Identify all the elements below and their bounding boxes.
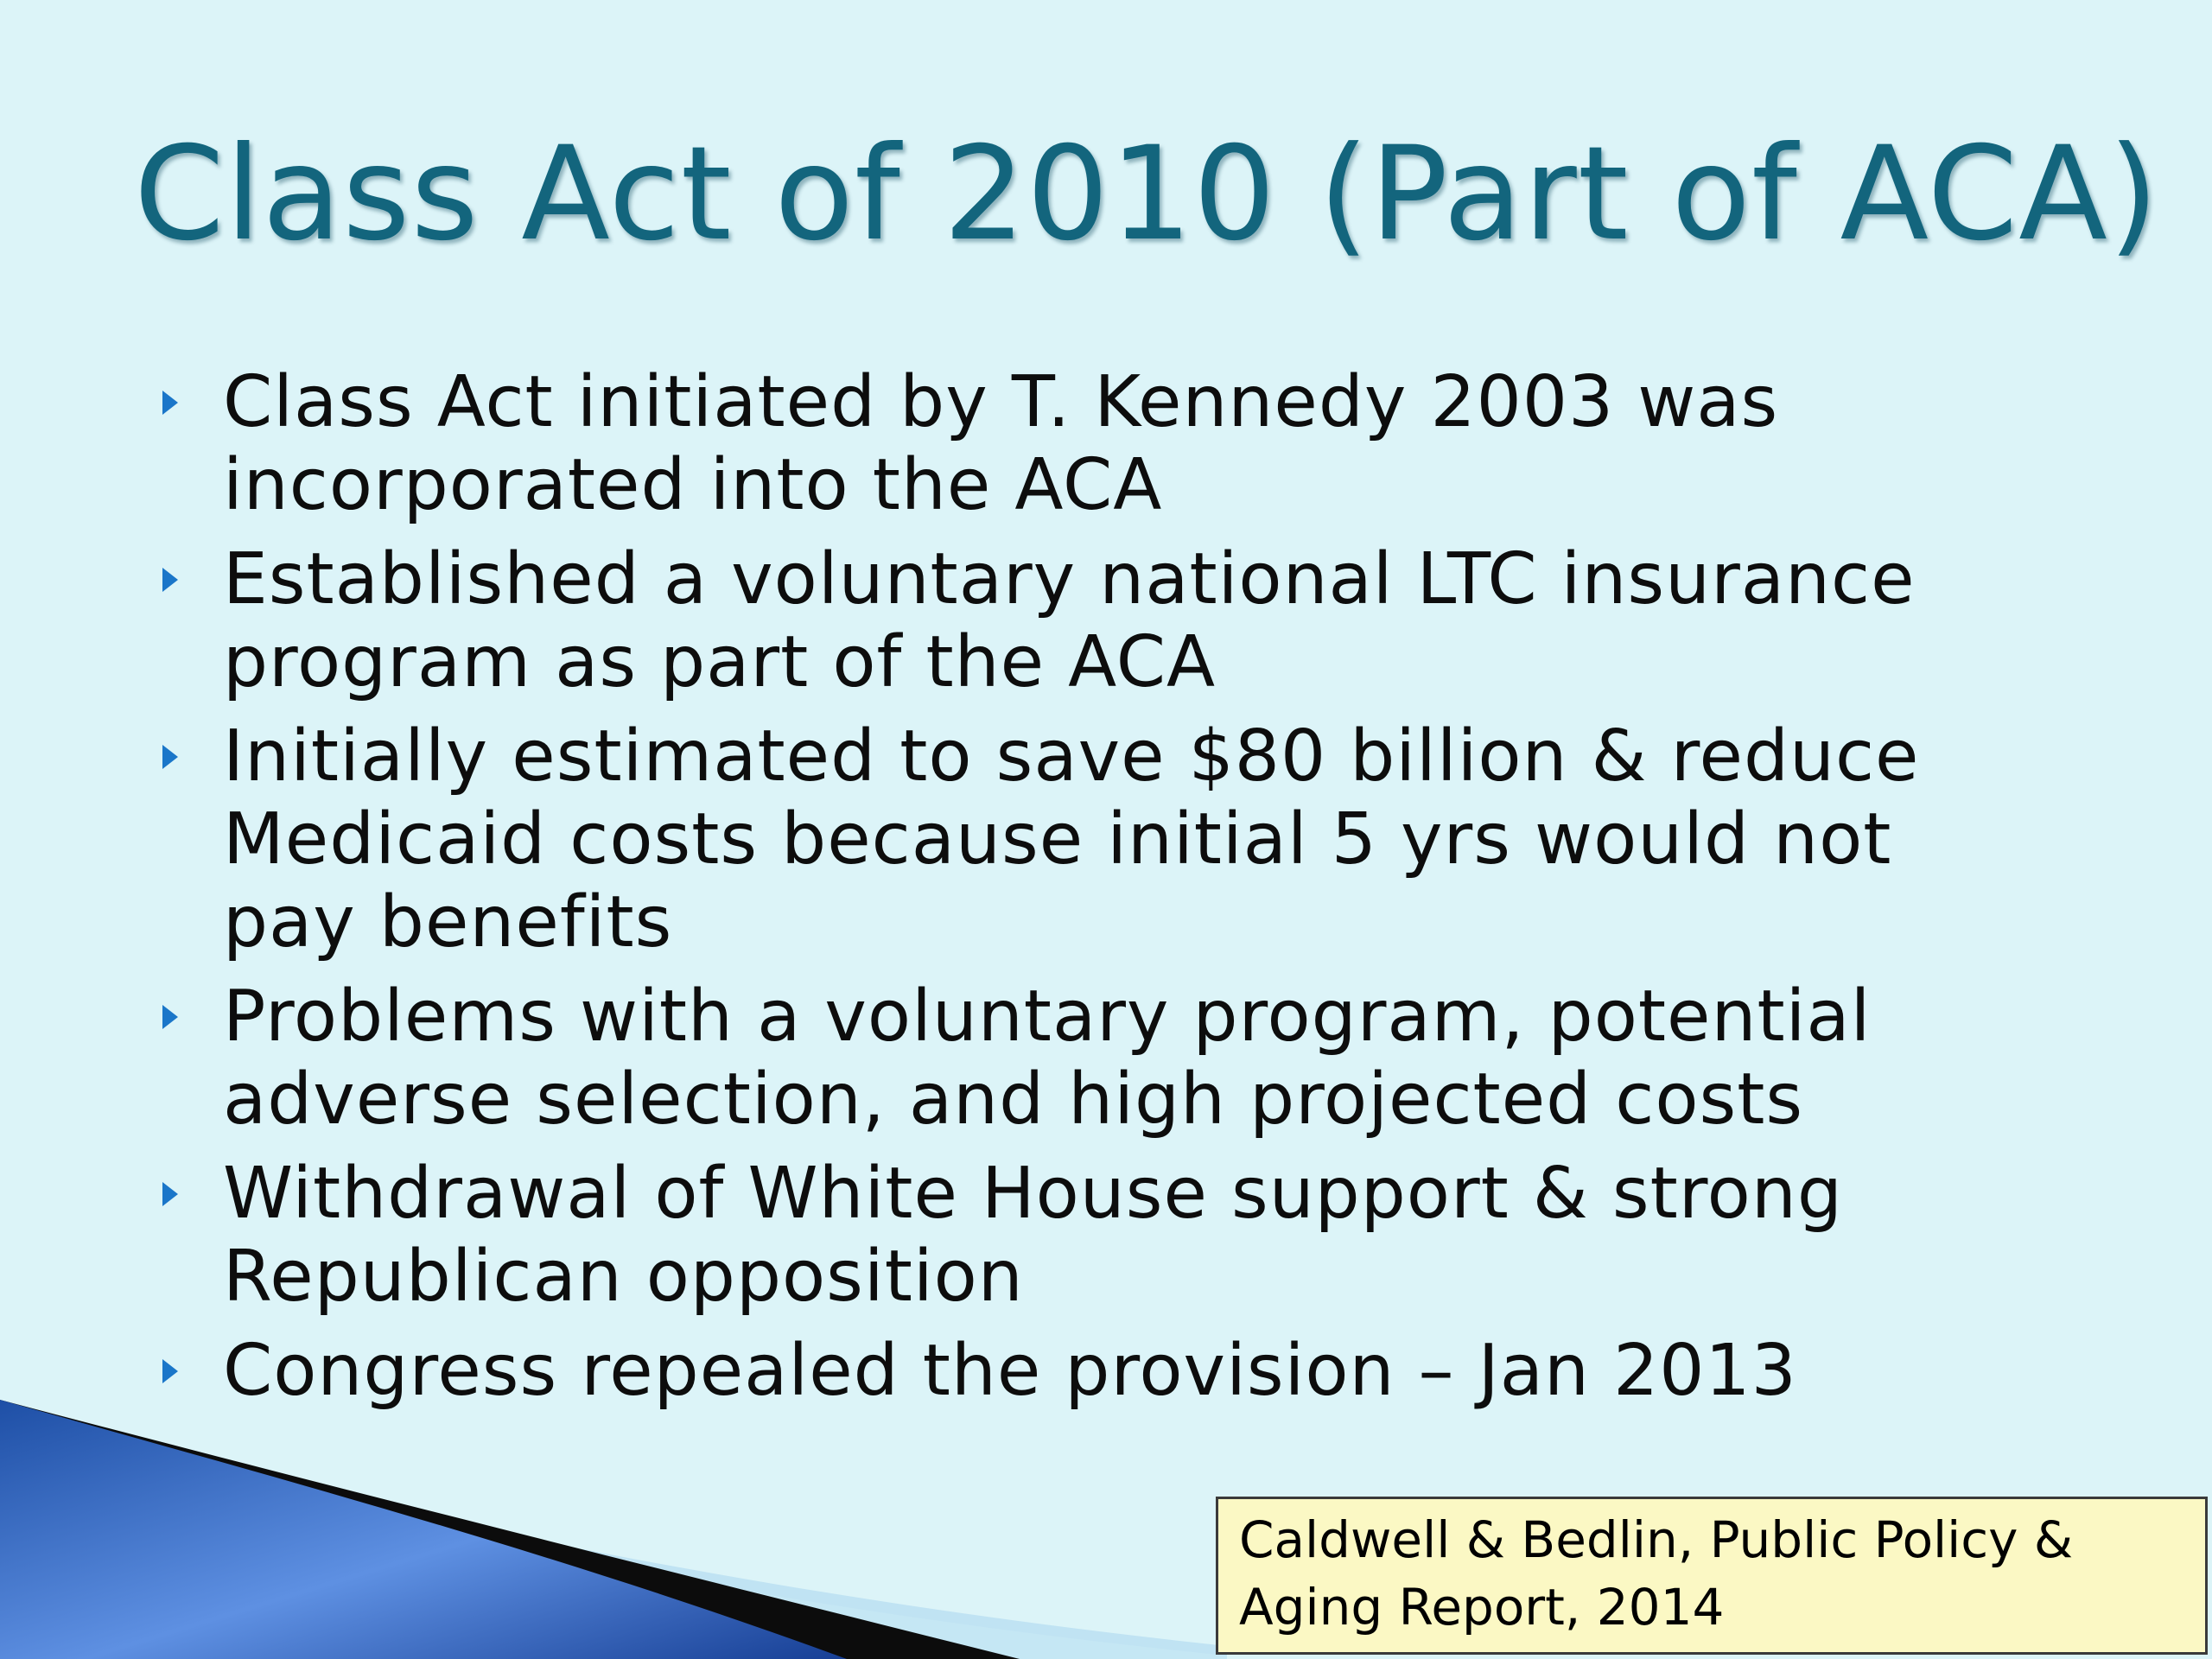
triangle-right-icon — [162, 568, 178, 592]
bullet-item — [162, 715, 2150, 964]
bullet-line: pay benefits — [223, 881, 673, 963]
citation-line: Caldwell & Bedlin, Public Policy & — [1239, 1510, 2074, 1569]
triangle-right-icon — [162, 391, 178, 415]
bullet-line: program as part of the ACA — [223, 621, 1217, 703]
triangle-right-icon — [162, 1005, 178, 1029]
triangle-right-icon — [162, 1182, 178, 1206]
swoosh-blue-band — [0, 1400, 847, 1659]
decorative-swoosh — [0, 1382, 1227, 1659]
bullet-item — [162, 976, 2150, 1141]
bullet-line: Initially estimated to save $80 billion & reduce — [223, 715, 1920, 798]
bullet-line: Withdrawal of White House support & strong — [223, 1153, 1843, 1235]
triangle-right-icon — [162, 745, 178, 769]
bullet-line: Problems with a voluntary program, potential — [223, 976, 1872, 1058]
bullet-line: adverse selection, and high projected costs — [223, 1058, 1804, 1141]
bullet-list — [162, 361, 2150, 1424]
bullet-line: Established a voluntary national LTC insurance — [223, 538, 1916, 620]
bullet-line: incorporated into the ACA — [223, 444, 1163, 526]
citation-line: Aging Report, 2014 — [1239, 1578, 1725, 1637]
citation-box — [1216, 1497, 2208, 1655]
slide-title: Class Act of 2010 (Part of ACA) — [134, 119, 2160, 270]
triangle-right-icon — [162, 1359, 178, 1383]
bullet-item — [162, 361, 2150, 527]
bullet-item — [162, 1153, 2150, 1319]
bullet-line: Congress repealed the provision – Jan 2013 — [223, 1330, 1797, 1412]
bullet-line: Republican opposition — [223, 1236, 1024, 1318]
bullet-item — [162, 538, 2150, 704]
bullet-line: Class Act initiated by T. Kennedy 2003 was — [223, 361, 1779, 443]
bullet-line: Medicaid costs because initial 5 yrs would not — [223, 798, 1892, 880]
